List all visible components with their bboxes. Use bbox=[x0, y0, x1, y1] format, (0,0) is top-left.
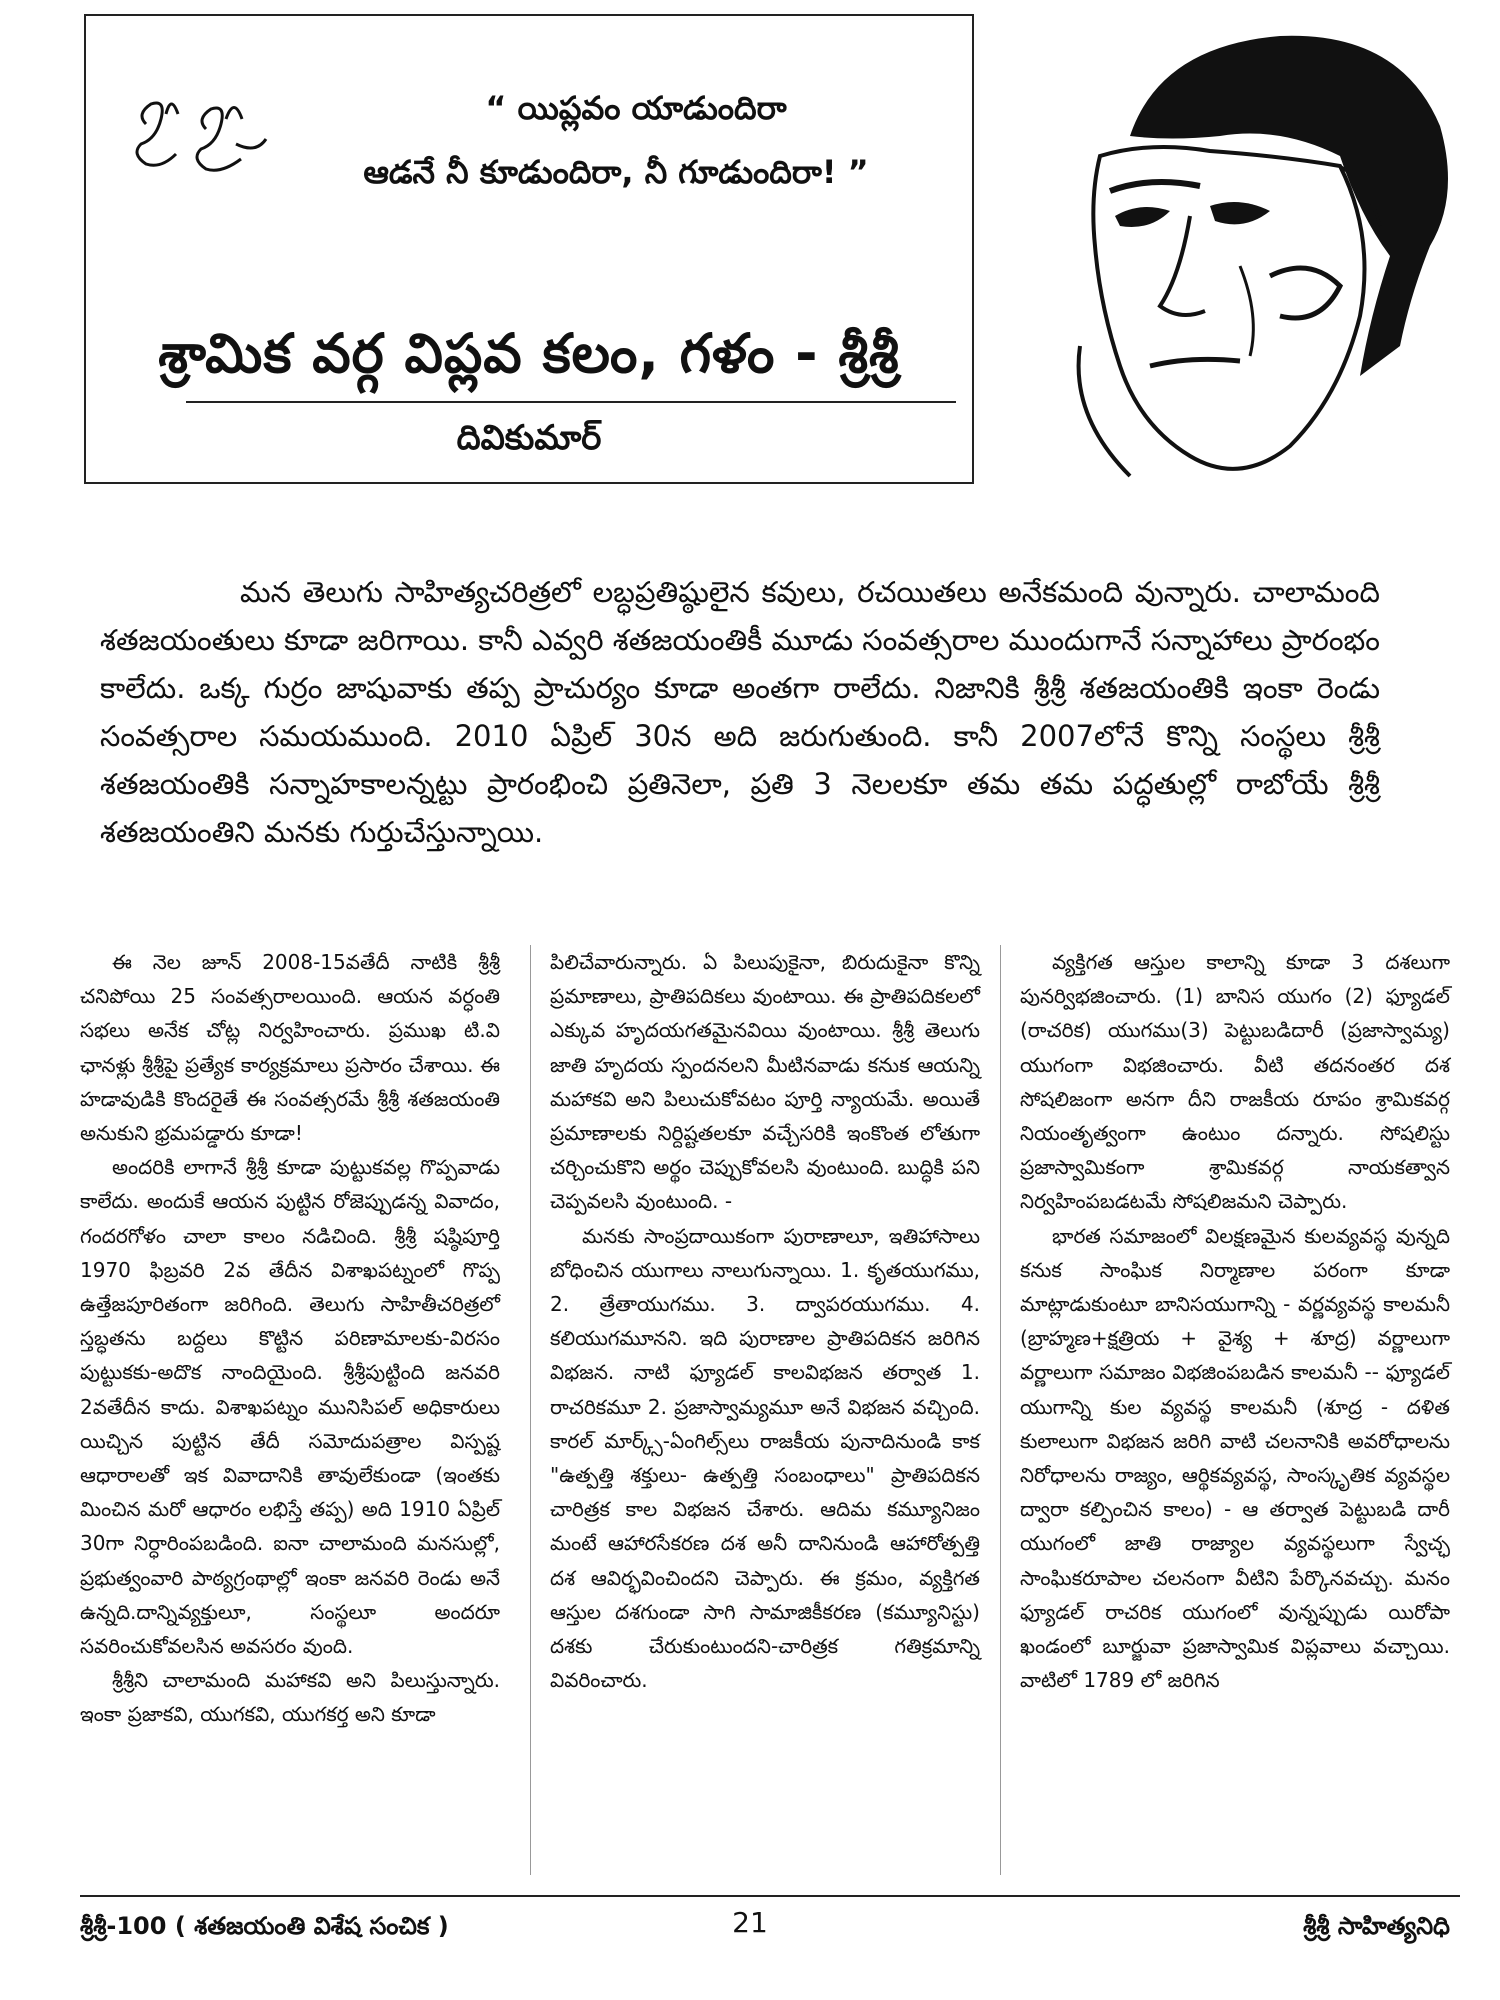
column-divider bbox=[530, 945, 531, 1875]
quote-line-1: “ యిప్లవం యాడుందిరా bbox=[485, 89, 787, 127]
epigraph-quote bbox=[286, 76, 946, 204]
column-divider bbox=[1000, 945, 1001, 1875]
column-2-paragraph-2: మనకు సాంప్రదాయికంగా పురాణాలూ, ఇతిహాసాలు బోధించిన యుగాలు నాలుగున్నాయి. 1. కృతయుగము, 2. త్రేతాయుగము. 3. ద్వాపరయుగము. 4. కలియుగమూనని. ఇది పురాణాల ప్రాతిపదికన జరిగిన విభజన. నాటి ఫ్యూడల్ కాలవిభజన తర్వాత 1. రాచరికమూ 2. ప్రజాస్వామ్యమూ అనే విభజన వచ్చింది. కారల్ మార్క్స్-ఏంగిల్స్‌లు రాజకీయ పునాదినుండి కాక "ఉత్పత్తి శక్తులు- ఉత్పత్తి సంబంధాలు" ప్రాతిపదికన చారిత్రక కాల విభజన చేశారు. ఆదిమ కమ్యూనిజం మంటే ఆహారసేకరణ దశ అనీ దానినుండి ఆహారోత్పత్తి దశ ఆవిర్భవించిందని చెప్పారు. ఈ క్రమం, వ్యక్తిగత ఆస్తుల దశగుండా సాగి సామాజికీకరణ (కమ్యూనిస్టు) దశకు చేరుకుంటుందని-చారిత్రక గతిక్రమాన్ని వివరించారు. bbox=[550, 1223, 980, 1693]
column-1-paragraph-1: ఈ నెల జూన్ 2008-15వతేదీ నాటికి శ్రీశ్రీ చనిపోయి 25 సంవత్సరాలయింది. ఆయన వర్ధంతి సభలు అనేక చోట్ల నిర్వహించారు. ప్రముఖ టి.వి ఛానళ్లు శ్రీశ్రీపై ప్రత్యేక కార్యక్రమాలు ప్రసారం చేశాయి. ఈ హడావుడికి కొందరైతే ఈ సంవత్సరమే శ్రీశ్రీ శతజయంతి అనుకుని భ్రమపడ్డారు కూడా! bbox=[80, 950, 500, 1146]
column-2-paragraph-1: పిలిచేవారున్నారు. ఏ పిలుపుకైనా, బిరుదుకైనా కొన్ని ప్రమాణాలు, ప్రాతిపదికలు వుంటాయి. ఈ ప్రాతిపదికలలో ఎక్కువ హృదయగతమైనవియి వుంటాయి. శ్రీశ్రీ తెలుగు జాతి హృదయ స్పందనలని మీటినవాడు కనుక ఆయన్ని మహాకవి అని పిలుచుకోవటం పూర్తి న్యాయమే. అయితే ప్రమాణాలకు నిర్దిష్టతలకూ వచ్చేసరికి ఇంకొంత లోతుగా చర్చించుకొని అర్థం చెప్పుకోవలసి వుంటుంది. బుద్ధికి పని చెప్పవలసి వుంటుంది. - bbox=[550, 950, 980, 1214]
intro-section bbox=[100, 568, 1380, 856]
intro-paragraph: మన తెలుగు సాహిత్యచరిత్రలో లబ్ధప్రతిష్ఠులైన కవులు, రచయితలు అనేకమంది వున్నారు. చాలామంది శతజయంతులు కూడా జరిగాయి. కానీ ఎవ్వరి శతజయంతికీ మూడు సంవత్సరాల ముందుగానే సన్నాహాలు ప్రారంభం కాలేదు. ఒక్క గుర్రం జాషువాకు తప్ప ప్రాచుర్యం కూడా అంతగా రాలేదు. నిజానికి శ్రీశ్రీ శతజయంతికి ఇంకా రెండు సంవత్సరాల సమయముంది. 2010 ఏప్రిల్ 30న అది జరుగుతుంది. కానీ 2007లోనే కొన్ని సంస్థలు శ్రీశ్రీ శతజయంతికి సన్నాహకాలన్నట్టు ప్రారంభించి ప్రతినెలా, ప్రతి 3 నెలలకూ తమ తమ పద్ధతుల్లో రాబోయే శ్రీశ్రీ శతజయంతిని మనకు గుర్తుచేస్తున్నాయి. bbox=[100, 575, 1380, 849]
page-number: 21 bbox=[732, 1906, 768, 1939]
column-3-paragraph-2: భారత సమాజంలో విలక్షణమైన కులవ్యవస్థ వున్నది కనుక సాంఘిక నిర్మాణాల పరంగా కూడా మాట్లాడుకుంటూ బానిసయుగాన్ని - వర్ణవ్యవస్థ కాలమనీ (బ్రాహ్మణ+క్షత్రియ + వైశ్య + శూద్ర) వర్ణాలుగా వర్ణాలుగా సమాజం విభజింపబడిన కాలమనీ -- ఫ్యూడల్ యుగాన్ని కుల వ్యవస్థ కాలమనీ (శూద్ర - దళిత కులాలుగా విభజన జరిగి వాటి చలనానికి అవరోధాలను నిరోధాలను రాజ్యం, ఆర్థికవ్యవస్థ, సాంస్కృతిక వ్యవస్థల ద్వారా కల్పించిన కాలం) - ఆ తర్వాత పెట్టుబడి దారీ యుగంలో జాతి రాజ్యాల వ్యవస్థలుగా స్వేచ్ఛ సాంఘికరూపాల చలనంగా వీటిని పేర్కొనవచ్చు. మనం ఫ్యూడల్ రాచరిక యుగంలో వున్నప్పుడు యిరోపా ఖండంలో బూర్జువా ప్రజాస్వామిక విప్లవాలు వచ్చాయి. వాటిలో 1789 లో జరిగిన bbox=[1020, 1223, 1450, 1693]
footer-publication: శ్రీశ్రీ-100 ( శతజయంతి విశేష సంచిక ) bbox=[80, 1912, 449, 1940]
footer-rule bbox=[80, 1895, 1460, 1897]
column-1-paragraph-3: శ్రీశ్రీని చాలామంది మహాకవి అని పిలుస్తున్నారు. ఇంకా ప్రజాకవి, యుగకవి, యుగకర్త అని కూడా bbox=[80, 1668, 500, 1727]
title-underline bbox=[186, 401, 956, 403]
body-columns bbox=[80, 945, 1460, 1875]
header-box bbox=[84, 14, 974, 484]
column-2 bbox=[550, 945, 980, 1697]
signature-image bbox=[116, 84, 296, 194]
column-3-paragraph-1: వ్యక్తిగత ఆస్తుల కాలాన్ని కూడా 3 దశలుగా పునర్విభజించారు. (1) బానిస యుగం (2) ఫ్యూడల్ (రాచరిక) యుగము(3) పెట్టుబడిదారీ (ప్రజాస్వామ్య) యుగంగా విభజించారు. వీటి తదనంతర దశ సోషలిజంగా అనగా దీని రాజకీయ రూపం శ్రామికవర్గ నియంతృత్వంగా ఉంటుం దన్నారు. సోషలిస్టు ప్రజాస్వామికంగా శ్రామికవర్గ నాయకత్వాన నిర్వహింపబడటమే సోషలిజమని చెప్పారు. bbox=[1020, 950, 1450, 1214]
author-name: దివికుమార్ bbox=[456, 418, 602, 458]
article-title: శ్రామిక వర్గ విప్లవ కలం, గళం - శ్రీశ్రీ bbox=[158, 322, 900, 385]
column-1 bbox=[80, 945, 500, 1732]
footer-publisher: శ్రీశ్రీ సాహిత్యనిధి bbox=[1303, 1912, 1450, 1940]
portrait-illustration bbox=[1040, 16, 1460, 486]
quote-line-2: ఆడనే నీ కూడుందిరా, నీ గూడుందిరా! ” bbox=[363, 153, 869, 191]
column-1-paragraph-2: అందరికి లాగానే శ్రీశ్రీ కూడా పుట్టుకవల్ల గొప్పవాడు కాలేదు. అందుకే ఆయన పుట్టిన రోజెప్పుడన్న వివాదం, గందరగోళం చాలా కాలం నడిచింది. శ్రీశ్రీ షష్ఠిపూర్తి 1970 ఫిబ్రవరి 2వ తేదీన విశాఖపట్నంలో గొప్ప ఉత్తేజపూరితంగా జరిగింది. తెలుగు సాహితీచరిత్రలో స్తబ్ధతను బద్దలు కొట్టిన పరిణామాలకు-విరసం పుట్టుకకు-అదొక నాందియైంది. శ్రీశ్రీపుట్టింది జనవరి 2వతేదీన కాదు. విశాఖపట్నం మునిసిపల్ అధికారులు యిచ్చిన పుట్టిన తేదీ సమోదుపత్రాల విస్పష్ట ఆధారాలతో ఇక వివాదానికి తావులేకుండా (ఇంతకు మించిన మరో ఆధారం లభిస్తే తప్ప) అది 1910 ఏప్రిల్ 30గా నిర్ధారింపబడింది. ఐనా చాలామంది మనసుల్లో, ప్రభుత్వంవారి పాఠ్యగ్రంథాల్లో ఇంకా జనవరి రెండు అనే ఉన్నది.దాన్నివ్యక్తులూ, సంస్థలూ అందరూ సవరించుకోవలసిన అవసరం వుంది. bbox=[80, 1155, 500, 1659]
column-3 bbox=[1020, 945, 1450, 1697]
